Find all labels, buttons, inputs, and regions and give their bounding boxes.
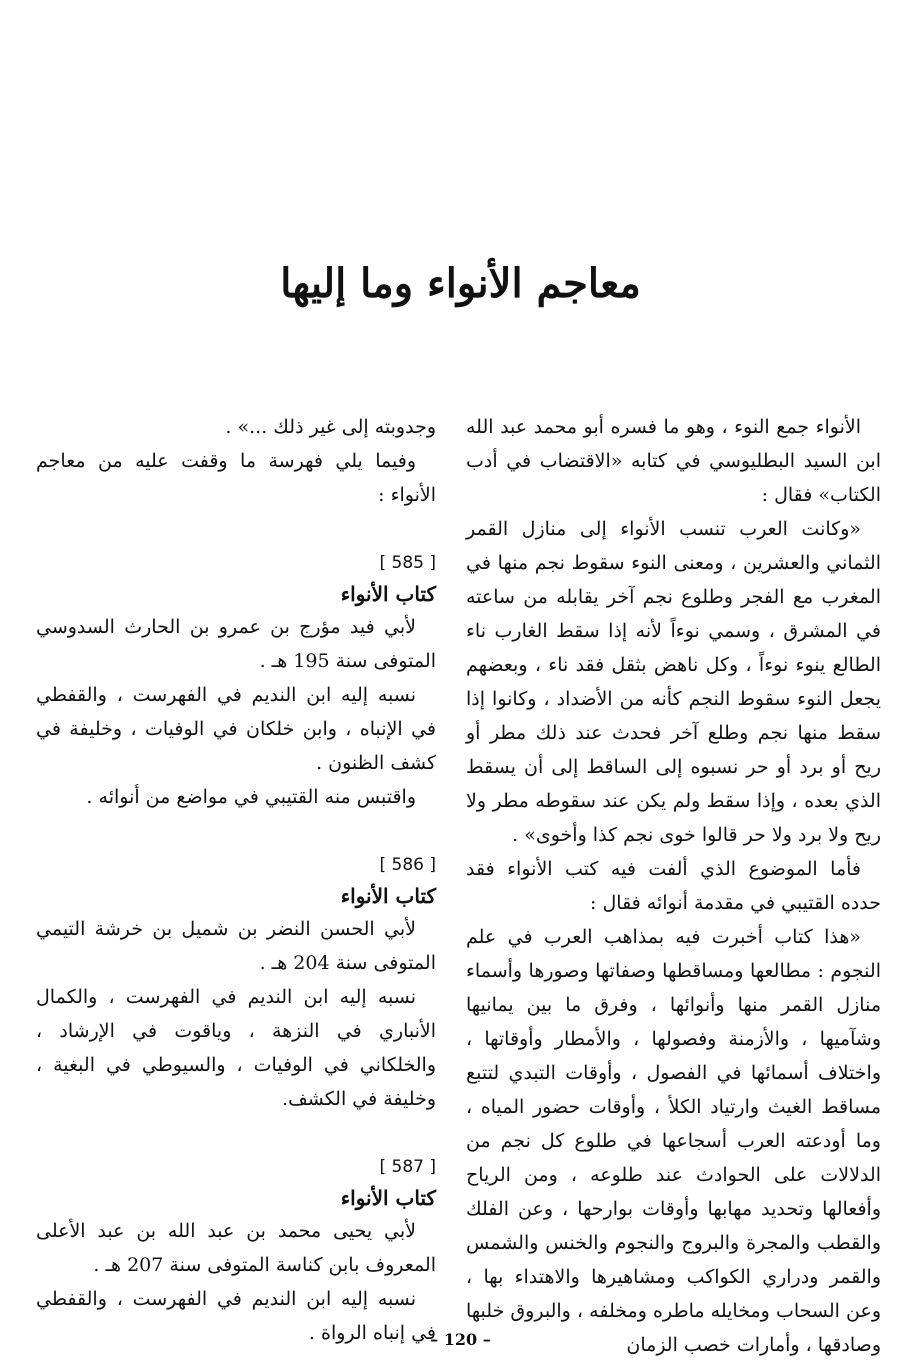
entry-number: [ 586 ]	[379, 855, 436, 875]
entry-title: كتاب الأنواء	[340, 1186, 436, 1210]
left-column	[36, 410, 436, 1350]
page-title: معاجم الأنواء وما إليها	[280, 260, 641, 307]
paragraph: الأنواء جمع النوء ، وهو ما فسره أبو محمد عبد الله ابن السيد البطليوسي في كتابه «الاقتضاب في أدب الكتاب» فقال :	[466, 416, 881, 506]
entry-number: [ 587 ]	[379, 1157, 436, 1177]
entry-paragraph: نسبه إليه ابن النديم في الفهرست ، والقفطي في إنباه الرواة .	[36, 1288, 436, 1344]
entry-paragraph: لأبي الحسن النضر بن شميل بن خرشة التيمي المتوفى سنة 204 هـ .	[36, 918, 436, 974]
paragraph: وفيما يلي فهرسة ما وقفت عليه من معاجم الأنواء :	[36, 450, 436, 506]
right-column	[466, 410, 881, 1362]
bibliography-entry	[36, 548, 436, 814]
page-number: – 120 –	[430, 1330, 491, 1349]
entry-paragraph: لأبي يحيى محمد بن عبد الله بن عبد الأعلى المعروف بابن كناسة المتوفى سنة 207 هـ .	[36, 1220, 436, 1276]
entry-number: [ 585 ]	[379, 553, 436, 573]
paragraph: فأما الموضوع الذي ألفت فيه كتب الأنواء فقد حدده القتيبي في مقدمة أنوائه فقال :	[466, 858, 881, 914]
quote-paragraph: «وكانت العرب تنسب الأنواء إلى منازل القمر الثماني والعشرين ، ومعنى النوء سقوط نجم منها في المغرب مع الفجر وطلوع نجم آخر يقابله من ساعته في المشرق ، وسمي نوءاً لأنه إذا سقط الغارب ناء الطالع ينوء نوءاً ، وكل ناهض بثقل فقد ناء ، وبعضهم يجعل النوء سقوط النجم كأنه من الأضداد ، وكانوا إذا سقط منها نجم وطلع آخر فحدث عند ذلك مطر أو ريح أو برد أو حر نسبوه إلى الساقط إلى أن يسقط الذي بعده ، وإذا سقط ولم يكن عند سقوطه مطر ولا ريح ولا برد ولا حر قالوا خوى نجم كذا وأخوى» .	[466, 518, 881, 846]
entry-title: كتاب الأنواء	[340, 884, 436, 908]
entry-title: كتاب الأنواء	[340, 582, 436, 606]
quote-paragraph: «هذا كتاب أخبرت فيه بمذاهب العرب في علم النجوم : مطالعها ومساقطها وصفاتها وصورها وأسماء منازل القمر منها وأنوائها ، وفرق ما بين يمانيها وشآميها ، والأزمنة وفصولها ، والأمطار وأوقاتها ، واختلاف أسمائها في الفصول ، وأوقات التبدي لتتبع مساقط الغيث وارتياد الكلأ ، وأوقات حضور المياه ، وما أودعته العرب أسجاعها في طلوع كل نجم من الدلالات على الحوادث عند طلوعه ، ومن الرياح وأفعالها وتحديد مهابها وأوقات بوارحها ، وعن الفلك والقطب والمجرة والبروج والنجوم والخنس والشمس والقمر ودراري الكواكب ومشاهيرها والاهتداء بها ، وعن السحاب ومخايله ماطره ومخلفه ، والبروق خلبها وصادقها ، وأمارات خصب الزمان	[466, 926, 881, 1356]
paragraph: وجدوبته إلى غير ذلك ...» .	[225, 416, 436, 438]
entry-paragraph: نسبه إليه ابن النديم في الفهرست ، والقفطي في الإنباه ، وابن خلكان في الوفيات ، وخليفة في كشف الظنون .	[36, 684, 436, 774]
entry-paragraph: واقتبس منه القتيبي في مواضع من أنوائه .	[86, 786, 416, 808]
entry-paragraph: لأبي فيد مؤرج بن عمرو بن الحارث السدوسي المتوفى سنة 195 هـ .	[36, 616, 436, 672]
entry-paragraph: نسبه إليه ابن النديم في الفهرست ، والكمال الأنباري في النزهة ، وياقوت في الإرشاد ، والخلكاني في الوفيات ، والسيوطي في البغية ، وخليفة في الكشف.	[36, 986, 436, 1110]
bibliography-entry	[36, 850, 436, 1116]
bibliography-entry	[36, 1152, 436, 1350]
